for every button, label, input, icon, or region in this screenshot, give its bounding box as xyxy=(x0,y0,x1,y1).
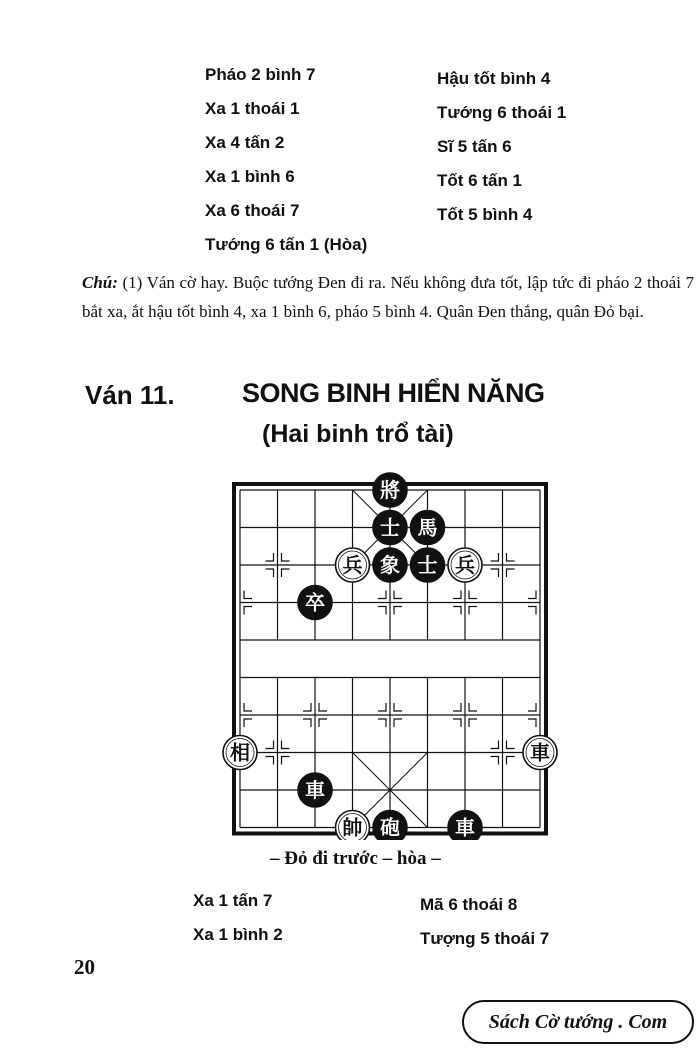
moves-top-right-column xyxy=(437,62,566,232)
position-marker xyxy=(244,591,252,599)
piece-label: 兵 xyxy=(455,553,475,577)
piece-label: 車 xyxy=(305,778,325,802)
piece-label: 車 xyxy=(455,815,475,840)
move-line: Xa 1 tấn 7 xyxy=(193,891,273,910)
position-marker xyxy=(507,553,515,561)
move-line: Xa 4 tấn 2 xyxy=(205,133,285,152)
move-line: Tốt 6 tấn 1 xyxy=(437,171,523,190)
position-marker xyxy=(528,591,536,599)
site-watermark-logo: Sách Cờ tướng . Com xyxy=(462,1000,694,1044)
piece-label: 將 xyxy=(380,478,400,502)
position-marker xyxy=(507,569,515,577)
piece-label: 兵 xyxy=(342,553,363,577)
move-line: Sĩ 5 tấn 6 xyxy=(437,137,512,156)
position-marker xyxy=(491,757,499,765)
move-line: Xa 6 thoái 7 xyxy=(205,201,300,220)
piece-label: 車 xyxy=(530,740,550,765)
position-marker xyxy=(469,719,477,727)
position-marker xyxy=(378,591,386,599)
position-marker xyxy=(507,741,515,749)
move-line: Tướng 6 tấn 1 (Hòa) xyxy=(205,235,368,254)
position-marker xyxy=(282,569,290,577)
moves-top-left-column xyxy=(205,58,367,262)
move-line: Mã 6 thoái 8 xyxy=(420,895,518,914)
position-marker xyxy=(244,607,252,615)
xiangqi-board xyxy=(205,470,565,840)
note-label: Chú: xyxy=(82,273,118,292)
piece-label: 相 xyxy=(230,740,250,765)
note-text: (1) Ván cờ hay. Buộc tướng Đen đi ra. Nếu không đưa tốt, lập tức đi pháo 2 thoái 7 bắt xa, ắt hậu tốt bình 4, xa 1 bình 6, pháo 5 bình 4. Quân Đen thắng, quân Đỏ bại. xyxy=(82,273,695,321)
position-marker xyxy=(491,569,499,577)
game-number: Ván 11. xyxy=(85,380,175,410)
move-line: Xa 1 thoái 1 xyxy=(205,99,300,118)
position-marker xyxy=(282,741,290,749)
position-marker xyxy=(453,591,461,599)
move-line: Xa 1 bình 2 xyxy=(193,925,283,944)
position-marker xyxy=(303,719,311,727)
position-marker xyxy=(319,719,327,727)
position-marker xyxy=(507,757,515,765)
position-marker xyxy=(528,607,536,615)
position-marker xyxy=(453,703,461,711)
position-marker xyxy=(528,719,536,727)
position-marker xyxy=(394,607,402,615)
position-marker xyxy=(319,703,327,711)
game-subtitle: (Hai binh trổ tài) xyxy=(262,420,454,448)
game-title: SONG BINH HIỂN NĂNG xyxy=(242,378,545,408)
moves-bottom-right-column xyxy=(420,888,549,956)
position-marker xyxy=(378,607,386,615)
move-line: Pháo 2 bình 7 xyxy=(205,65,316,84)
position-marker xyxy=(491,553,499,561)
page-number: 20 xyxy=(74,955,95,979)
piece-label: 士 xyxy=(417,553,438,577)
position-marker xyxy=(469,607,477,615)
move-line: Tốt 5 bình 4 xyxy=(437,205,533,224)
position-marker xyxy=(394,591,402,599)
move-line: Xa 1 bình 6 xyxy=(205,167,295,186)
position-marker xyxy=(528,703,536,711)
position-marker xyxy=(266,553,274,561)
position-marker xyxy=(378,703,386,711)
piece-label: 士 xyxy=(380,515,400,540)
position-marker xyxy=(266,757,274,765)
moves-bottom-left-column xyxy=(193,884,283,952)
position-marker xyxy=(469,703,477,711)
move-line: Tướng 6 thoái 1 xyxy=(437,103,567,122)
game-note xyxy=(82,268,694,326)
move-line: Tượng 5 thoái 7 xyxy=(420,929,550,948)
piece-label: 象 xyxy=(380,553,400,577)
piece-label: 馬 xyxy=(417,515,438,540)
position-marker xyxy=(469,591,477,599)
position-marker xyxy=(282,757,290,765)
position-marker xyxy=(244,719,252,727)
position-marker xyxy=(266,741,274,749)
position-marker xyxy=(378,719,386,727)
position-marker xyxy=(282,553,290,561)
position-marker xyxy=(453,719,461,727)
position-marker xyxy=(394,703,402,711)
position-marker xyxy=(266,569,274,577)
board-caption: – Đỏ đi trước – hòa – xyxy=(270,848,441,869)
position-marker xyxy=(453,607,461,615)
position-marker xyxy=(491,741,499,749)
piece-label: 卒 xyxy=(305,590,325,615)
position-marker xyxy=(394,719,402,727)
move-line: Hậu tốt bình 4 xyxy=(437,69,551,88)
piece-label: 帥 xyxy=(342,815,363,840)
piece-label: 砲 xyxy=(380,815,400,840)
position-marker xyxy=(244,703,252,711)
position-marker xyxy=(303,703,311,711)
